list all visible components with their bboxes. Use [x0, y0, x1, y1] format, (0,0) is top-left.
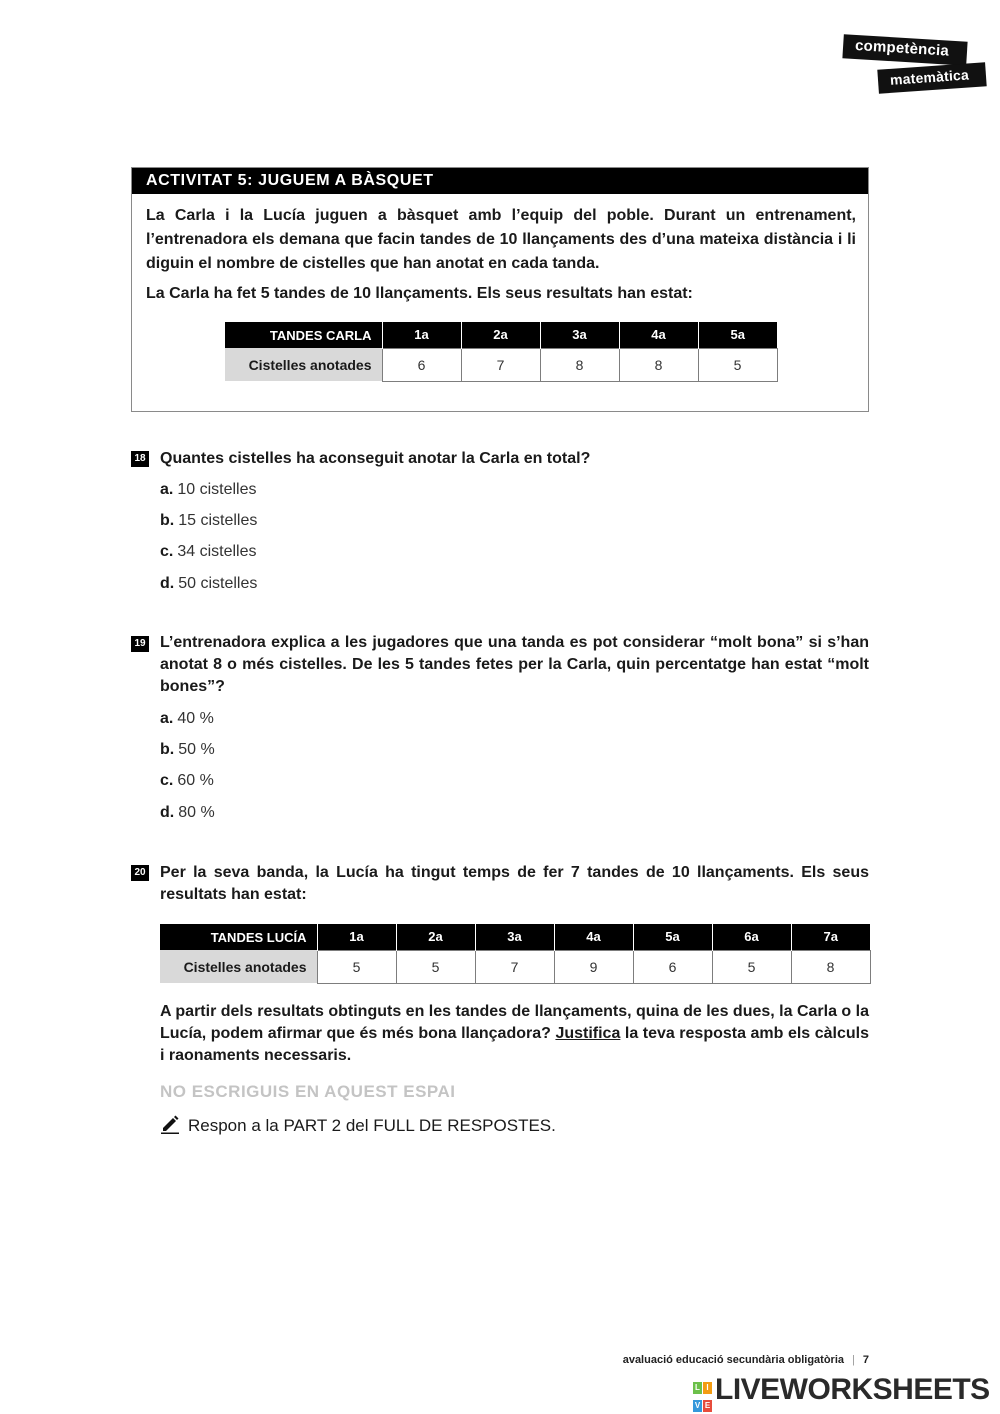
justifica-keyword: Justifica — [555, 1025, 621, 1042]
competencia-badge: competència — [842, 34, 967, 66]
q18-option-d[interactable] — [160, 574, 257, 594]
question-number-18: 18 — [131, 451, 149, 467]
question-number-20: 20 — [131, 865, 149, 881]
logo-letter: L — [693, 1382, 702, 1394]
option-letter: d. — [160, 575, 175, 592]
option-text: 34 cistelles — [177, 543, 257, 560]
q18-option-b[interactable] — [160, 511, 257, 531]
option-text: 50 % — [178, 741, 215, 758]
table-cell: 5 — [317, 950, 396, 983]
activity-intro-carla: La Carla ha fet 5 tandes de 10 llançaments. Els seus resultats han estat: — [146, 285, 693, 302]
answer-instruction-text: Respon a la PART 2 del FULL DE RESPOSTES. — [188, 1116, 556, 1135]
activity-title: ACTIVITAT 5: JUGUEM A BÀSQUET — [132, 168, 868, 194]
table-cell: 8 — [791, 950, 870, 983]
option-text: 50 cistelles — [178, 575, 258, 592]
lucia-scores-table — [160, 924, 871, 984]
q19-option-c[interactable] — [160, 771, 214, 791]
table-cell: 8 — [540, 348, 619, 381]
question-19-text: L’entrenadora explica a les jugadores que una tanda es pot considerar “molt bona” si s’han anotat 8 o més cistelles. De les 5 tandes fetes per la Carla, quin percentatge han estat “molt bones”? — [160, 634, 869, 695]
page-footer: avaluació educació secundària obligatòria | 7 — [622, 1354, 869, 1366]
table-col-header: 5a — [633, 924, 712, 950]
table-col-header: 2a — [396, 924, 475, 950]
option-letter: a. — [160, 710, 174, 727]
option-text: 15 cistelles — [178, 512, 258, 529]
page-number: 7 — [862, 1354, 869, 1366]
option-letter: a. — [160, 481, 174, 498]
option-letter: c. — [160, 772, 174, 789]
table-cell: 7 — [461, 348, 540, 381]
question-20-text: Per la seva banda, la Lucía ha tingut temps de fer 7 tandes de 10 llançaments. Els seus resultats han estat: — [160, 864, 869, 903]
table-col-header: 1a — [382, 322, 461, 348]
table-cell: 6 — [382, 348, 461, 381]
table-col-header: 4a — [619, 322, 698, 348]
activity-box — [131, 167, 869, 412]
q18-option-a[interactable] — [160, 480, 257, 500]
prompt-after: la teva resposta amb els càlculs i raonaments necessaris. — [160, 1025, 869, 1064]
answer-instruction — [160, 1114, 556, 1138]
option-letter: d. — [160, 804, 175, 821]
table-col-header: 7a — [791, 924, 870, 950]
table-col-header: 3a — [475, 924, 554, 950]
option-letter: c. — [160, 543, 174, 560]
logo-letter: E — [704, 1401, 711, 1410]
matematica-badge: matemàtica — [877, 62, 986, 93]
option-text: 10 cistelles — [177, 481, 257, 498]
footer-text: avaluació educació secundària obligatòria — [622, 1354, 845, 1366]
q18-option-c[interactable] — [160, 542, 257, 562]
q19-option-d[interactable] — [160, 803, 215, 823]
table-header-label: TANDES CARLA — [225, 322, 382, 348]
no-write-notice: NO ESCRIGUIS EN AQUEST ESPAI — [160, 1082, 456, 1101]
pencil-icon — [160, 1114, 180, 1134]
table-header-label: TANDES LUCÍA — [160, 924, 317, 950]
option-letter: b. — [160, 741, 175, 758]
carla-scores-table — [225, 322, 778, 382]
prompt-before: A partir dels resultats obtinguts en les tandes de llançaments, quina de les dues, la Carla o la Lucía, podem afirmar que és més bona llançadora? — [160, 1003, 869, 1042]
question-18-text: Quantes cistelles ha aconseguit anotar la Carla en total? — [160, 450, 591, 467]
table-col-header: 6a — [712, 924, 791, 950]
table-cell: 6 — [633, 950, 712, 983]
option-letter: b. — [160, 512, 175, 529]
table-col-header: 2a — [461, 322, 540, 348]
table-col-header: 5a — [698, 322, 777, 348]
question-20-prompt — [160, 1001, 869, 1067]
table-col-header: 4a — [554, 924, 633, 950]
activity-intro: La Carla i la Lucía juguen a bàsquet amb l’equip del poble. Durant un entrenament, l’entrenadora els demana que facin tandes de 10 llançaments des d’una mateixa distància i li diguin el nombre de cistelles que han anotat en cada tanda. — [146, 207, 856, 272]
logo-text: LIVEWORKSHEETS — [715, 1373, 990, 1406]
q19-option-b[interactable] — [160, 740, 215, 760]
table-col-header: 3a — [540, 322, 619, 348]
table-cell: 7 — [475, 950, 554, 983]
option-text: 80 % — [178, 804, 215, 821]
table-cell: 5 — [396, 950, 475, 983]
table-col-header: 1a — [317, 924, 396, 950]
option-text: 40 % — [177, 710, 214, 727]
logo-grid-icon — [693, 1377, 713, 1413]
table-row-label: Cistelles anotades — [160, 950, 317, 983]
question-number-19: 19 — [131, 636, 149, 652]
table-cell: 5 — [698, 348, 777, 381]
logo-letter: V — [694, 1401, 701, 1410]
logo-letter: I — [703, 1382, 712, 1394]
q19-option-a[interactable] — [160, 709, 214, 729]
table-row-label: Cistelles anotades — [225, 348, 382, 381]
table-cell: 5 — [712, 950, 791, 983]
table-cell: 9 — [554, 950, 633, 983]
table-cell: 8 — [619, 348, 698, 381]
option-text: 60 % — [177, 772, 214, 789]
